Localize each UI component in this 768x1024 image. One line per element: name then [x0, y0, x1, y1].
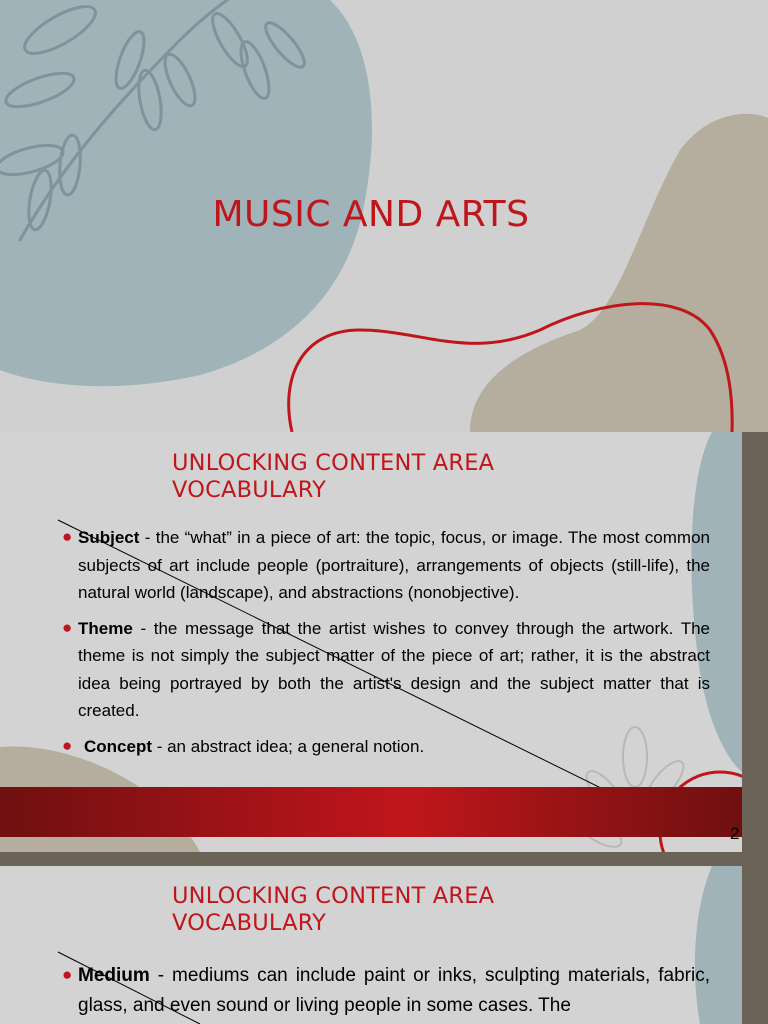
heading-line-1: UNLOCKING CONTENT AREA	[172, 883, 495, 909]
slide3-panel	[0, 866, 742, 1024]
vocabulary-slide-1	[0, 432, 768, 866]
term: Medium	[78, 965, 150, 986]
tan-blob-shape	[470, 114, 768, 432]
heading-line-1: UNLOCKING CONTENT AREA	[172, 450, 495, 476]
list-item	[62, 524, 710, 607]
term: Concept	[84, 736, 152, 756]
definition: - the message that the artist wishes to convey through the artwork. The theme is not simply the subject matter of the piece of art; rather, it is the abstract idea being portrayed by both the artist's design and the subject matter that is created.	[78, 618, 710, 720]
vocabulary-slide-2	[0, 866, 768, 1024]
bullet-dot-icon: ●	[62, 735, 73, 755]
definition: - an abstract idea; a general notion.	[152, 736, 425, 756]
bullet-list	[62, 961, 710, 1024]
list-item	[62, 961, 710, 1021]
bullet-list	[62, 524, 710, 768]
term: Theme	[78, 618, 133, 638]
slide2-panel	[0, 432, 742, 852]
red-band	[0, 787, 742, 837]
heading-line-2: VOCABULARY	[172, 910, 327, 936]
list-item	[62, 733, 710, 761]
slide-heading	[172, 450, 494, 504]
slide-title: MUSIC AND ARTS	[212, 194, 530, 235]
definition: - the “what” in a piece of art: the topic, focus, or image. The most common subjects of art include people (portraiture), arrangements of objects (still-life), the natural world (landscape), and abstractions (nonobjective).	[78, 528, 710, 602]
bullet-dot-icon: ●	[62, 965, 73, 984]
bullet-dot-icon: ●	[62, 527, 73, 546]
list-item	[62, 615, 710, 725]
definition: - mediums can include paint or inks, sculpting materials, fabric, glass, and even sound or living people in some cases. The	[78, 965, 710, 1016]
heading-line-2: VOCABULARY	[172, 477, 327, 503]
slide-heading	[172, 883, 494, 937]
page-number: 2	[730, 824, 740, 843]
bullet-dot-icon: ●	[62, 617, 73, 637]
term: Subject	[78, 528, 140, 547]
title-slide	[0, 0, 768, 432]
